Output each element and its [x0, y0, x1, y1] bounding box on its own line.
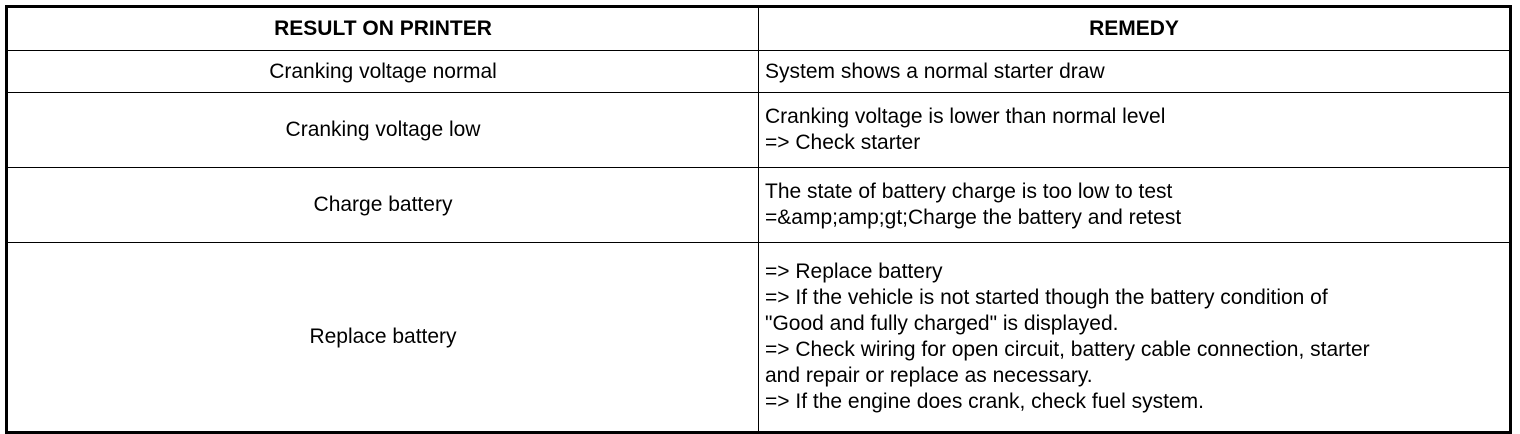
remedy-line: "Good and fully charged" is displayed. — [765, 312, 1119, 335]
remedy-line: System shows a normal starter draw — [765, 59, 1105, 83]
troubleshooting-table — [5, 5, 1512, 434]
remedy-cell — [759, 93, 1511, 168]
result-cell: Replace battery — [7, 243, 759, 433]
remedy-cell — [759, 51, 1511, 93]
remedy-line: => If the engine does crank, check fuel system. — [765, 390, 1204, 413]
remedy-line: Cranking voltage is lower than normal level — [765, 105, 1166, 128]
remedy-cell — [759, 243, 1511, 433]
remedy-line: => If the vehicle is not started though the battery condition of — [765, 286, 1328, 309]
remedy-line: => Replace battery — [765, 260, 943, 283]
table-row — [7, 168, 1511, 243]
table-row — [7, 51, 1511, 93]
result-cell: Cranking voltage normal — [7, 51, 759, 93]
table-row — [7, 93, 1511, 168]
remedy-line: and repair or replace as necessary. — [765, 364, 1093, 387]
remedy-cell — [759, 168, 1511, 243]
result-cell: Charge battery — [7, 168, 759, 243]
remedy-line: => Check starter — [765, 131, 921, 154]
remedy-line: =&amp;amp;gt;Charge the battery and retest — [765, 206, 1182, 229]
header-remedy: REMEDY — [759, 7, 1511, 51]
table-row — [7, 243, 1511, 433]
result-cell: Cranking voltage low — [7, 93, 759, 168]
header-result-on-printer: RESULT ON PRINTER — [7, 7, 759, 51]
remedy-line: => Check wiring for open circuit, battery cable connection, starter — [765, 338, 1370, 361]
remedy-line: The state of battery charge is too low to test — [765, 180, 1173, 203]
table-header-row — [7, 7, 1511, 51]
